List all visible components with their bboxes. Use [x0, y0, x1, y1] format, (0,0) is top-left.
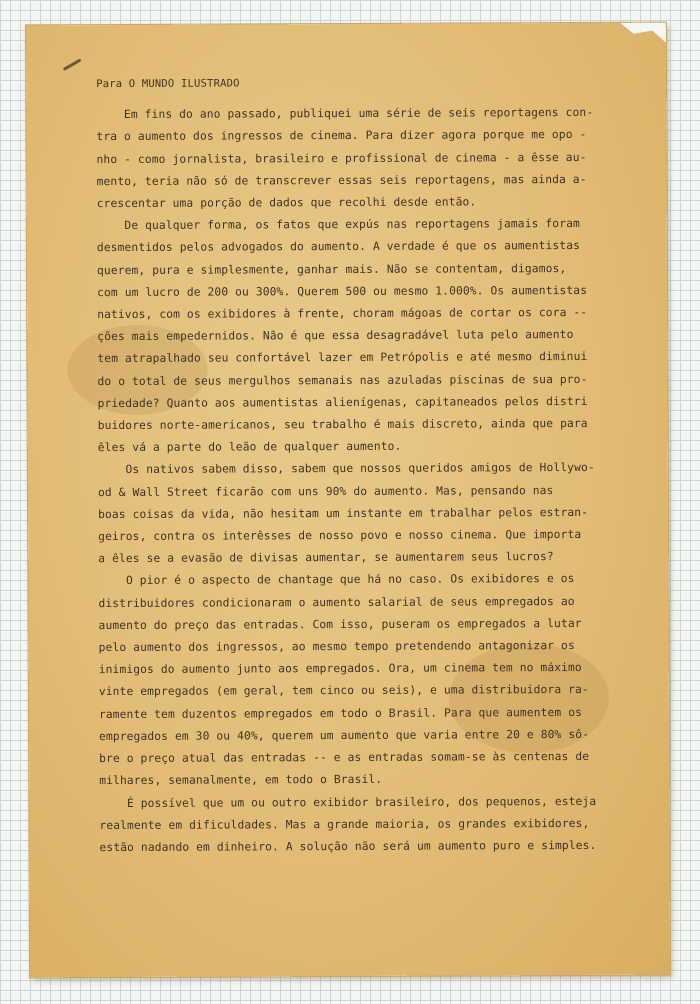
paper-sheet [26, 23, 670, 978]
text-line: querem, pura e simplesmente, ganhar mais. Não se contentam, digamos, [96, 261, 567, 277]
text-line: tra o aumento dos ingressos de cinema. Para dizer agora porque me opo - [96, 128, 587, 144]
text-line: realmente em dificuldades. Mas a grande maioria, os grandes exibidores, [99, 816, 590, 832]
text-line: tem atrapalhado seu confortável lazer em Petrópolis e até mesmo diminui [97, 350, 588, 366]
text-line: priedade? Quanto aos aumentistas alienígenas, capitaneados pelos distri [97, 394, 588, 410]
text-line: do o total de seus mergulhos semanais nas azuladas piscinas de sua pro- [97, 372, 588, 388]
text-line: ramente tem duzentos empregados em todo o Brasil. Para que aumentem os [98, 705, 583, 721]
text-line: desmentidos pelos advogados do aumento. A verdade é que os aumentistas [96, 239, 581, 255]
text-line: distribuidores condicionaram o aumento salarial de seus empregados ao [98, 594, 575, 610]
body-lines [96, 102, 659, 859]
text-line: pelo aumento dos ingressos, ao mesmo tempo pretendendo antagonizar os [98, 639, 575, 655]
text-line: buidores norte-americanos, seu trabalho é mais discreto, ainda que para [97, 417, 588, 433]
text-line: inimigos do aumento junto aos empregados. Ora, um cinema tem no máximo [98, 661, 582, 677]
text-line: com um lucro de 200 ou 300%. Querem 500 ou mesmo 1.000%. Os aumentistas [97, 283, 588, 299]
text-line: aumento do preço das entradas. Com isso, puseram os empregados a lutar [98, 616, 582, 632]
text-line: O pior é o aspecto de chantage que há no caso. Os exibidores e os [98, 572, 575, 588]
text-line: Em fins do ano passado, publiquei uma série de seis reportagens con- [96, 106, 594, 122]
text-line: É possível que um ou outro exibidor brasileiro, dos pequenos, esteja [99, 794, 597, 810]
text-line: êles vá a parte do leão de qualquer aumento. [97, 440, 402, 455]
text-line: boas coisas da vida, não hesitam um instante em trabalhar pelos estran- [98, 505, 589, 521]
text-line: milhares, semanalmente, em todo o Brasil. [99, 773, 383, 788]
text-line: bre o preço atual das entradas -- e as entradas somam-se às centenas de [99, 750, 590, 766]
ink-mark [63, 58, 82, 71]
text-line: Os nativos sabem disso, sabem que nossos queridos amigos de Hollywo- [97, 461, 595, 477]
text-line: vinte empregados (em geral, tem cinco ou seis), e uma distribuidora ra- [98, 683, 589, 699]
text-line: estão nadando em dinheiro. A solução não será um aumento puro e simples. [99, 838, 597, 854]
text-line: crescentar uma porção de dados que recolhi desde então. [96, 195, 477, 211]
text-line: mento, teria não só de transcrever essas seis reportagens, mas ainda a- [96, 172, 587, 188]
typewritten-text [96, 71, 659, 860]
text-line: geiros, contra os interêsses de nosso povo e nosso cinema. Que importa [98, 528, 582, 544]
text-line: a êles se a evasão de divisas aumentar, se aumentarem seus lucros? [98, 550, 554, 566]
text-line: nho - como jornalista, brasileiro e profissional de cinema - a êsse au- [96, 150, 587, 166]
text-line: De qualquer forma, os fatos que expús nas reportagens jamais foram [96, 217, 580, 233]
text-line: nativos, com os exibidores à frente, choram mágoas de cortar os cora -- [97, 305, 588, 322]
text-line: empregados em 30 ou 40%, querem um aumento que varia entre 20 e 80% sô- [99, 727, 590, 743]
text-line: ções mais empedernidos. Não é que essa desagradável luta pelo aumento [97, 328, 574, 344]
text-line: od & Wall Street ficarão com uns 90% do aumento. Mas, pensando nas [97, 483, 554, 499]
torn-corner [620, 23, 666, 43]
document-heading: Para O MUNDO ILUSTRADO [96, 77, 240, 91]
